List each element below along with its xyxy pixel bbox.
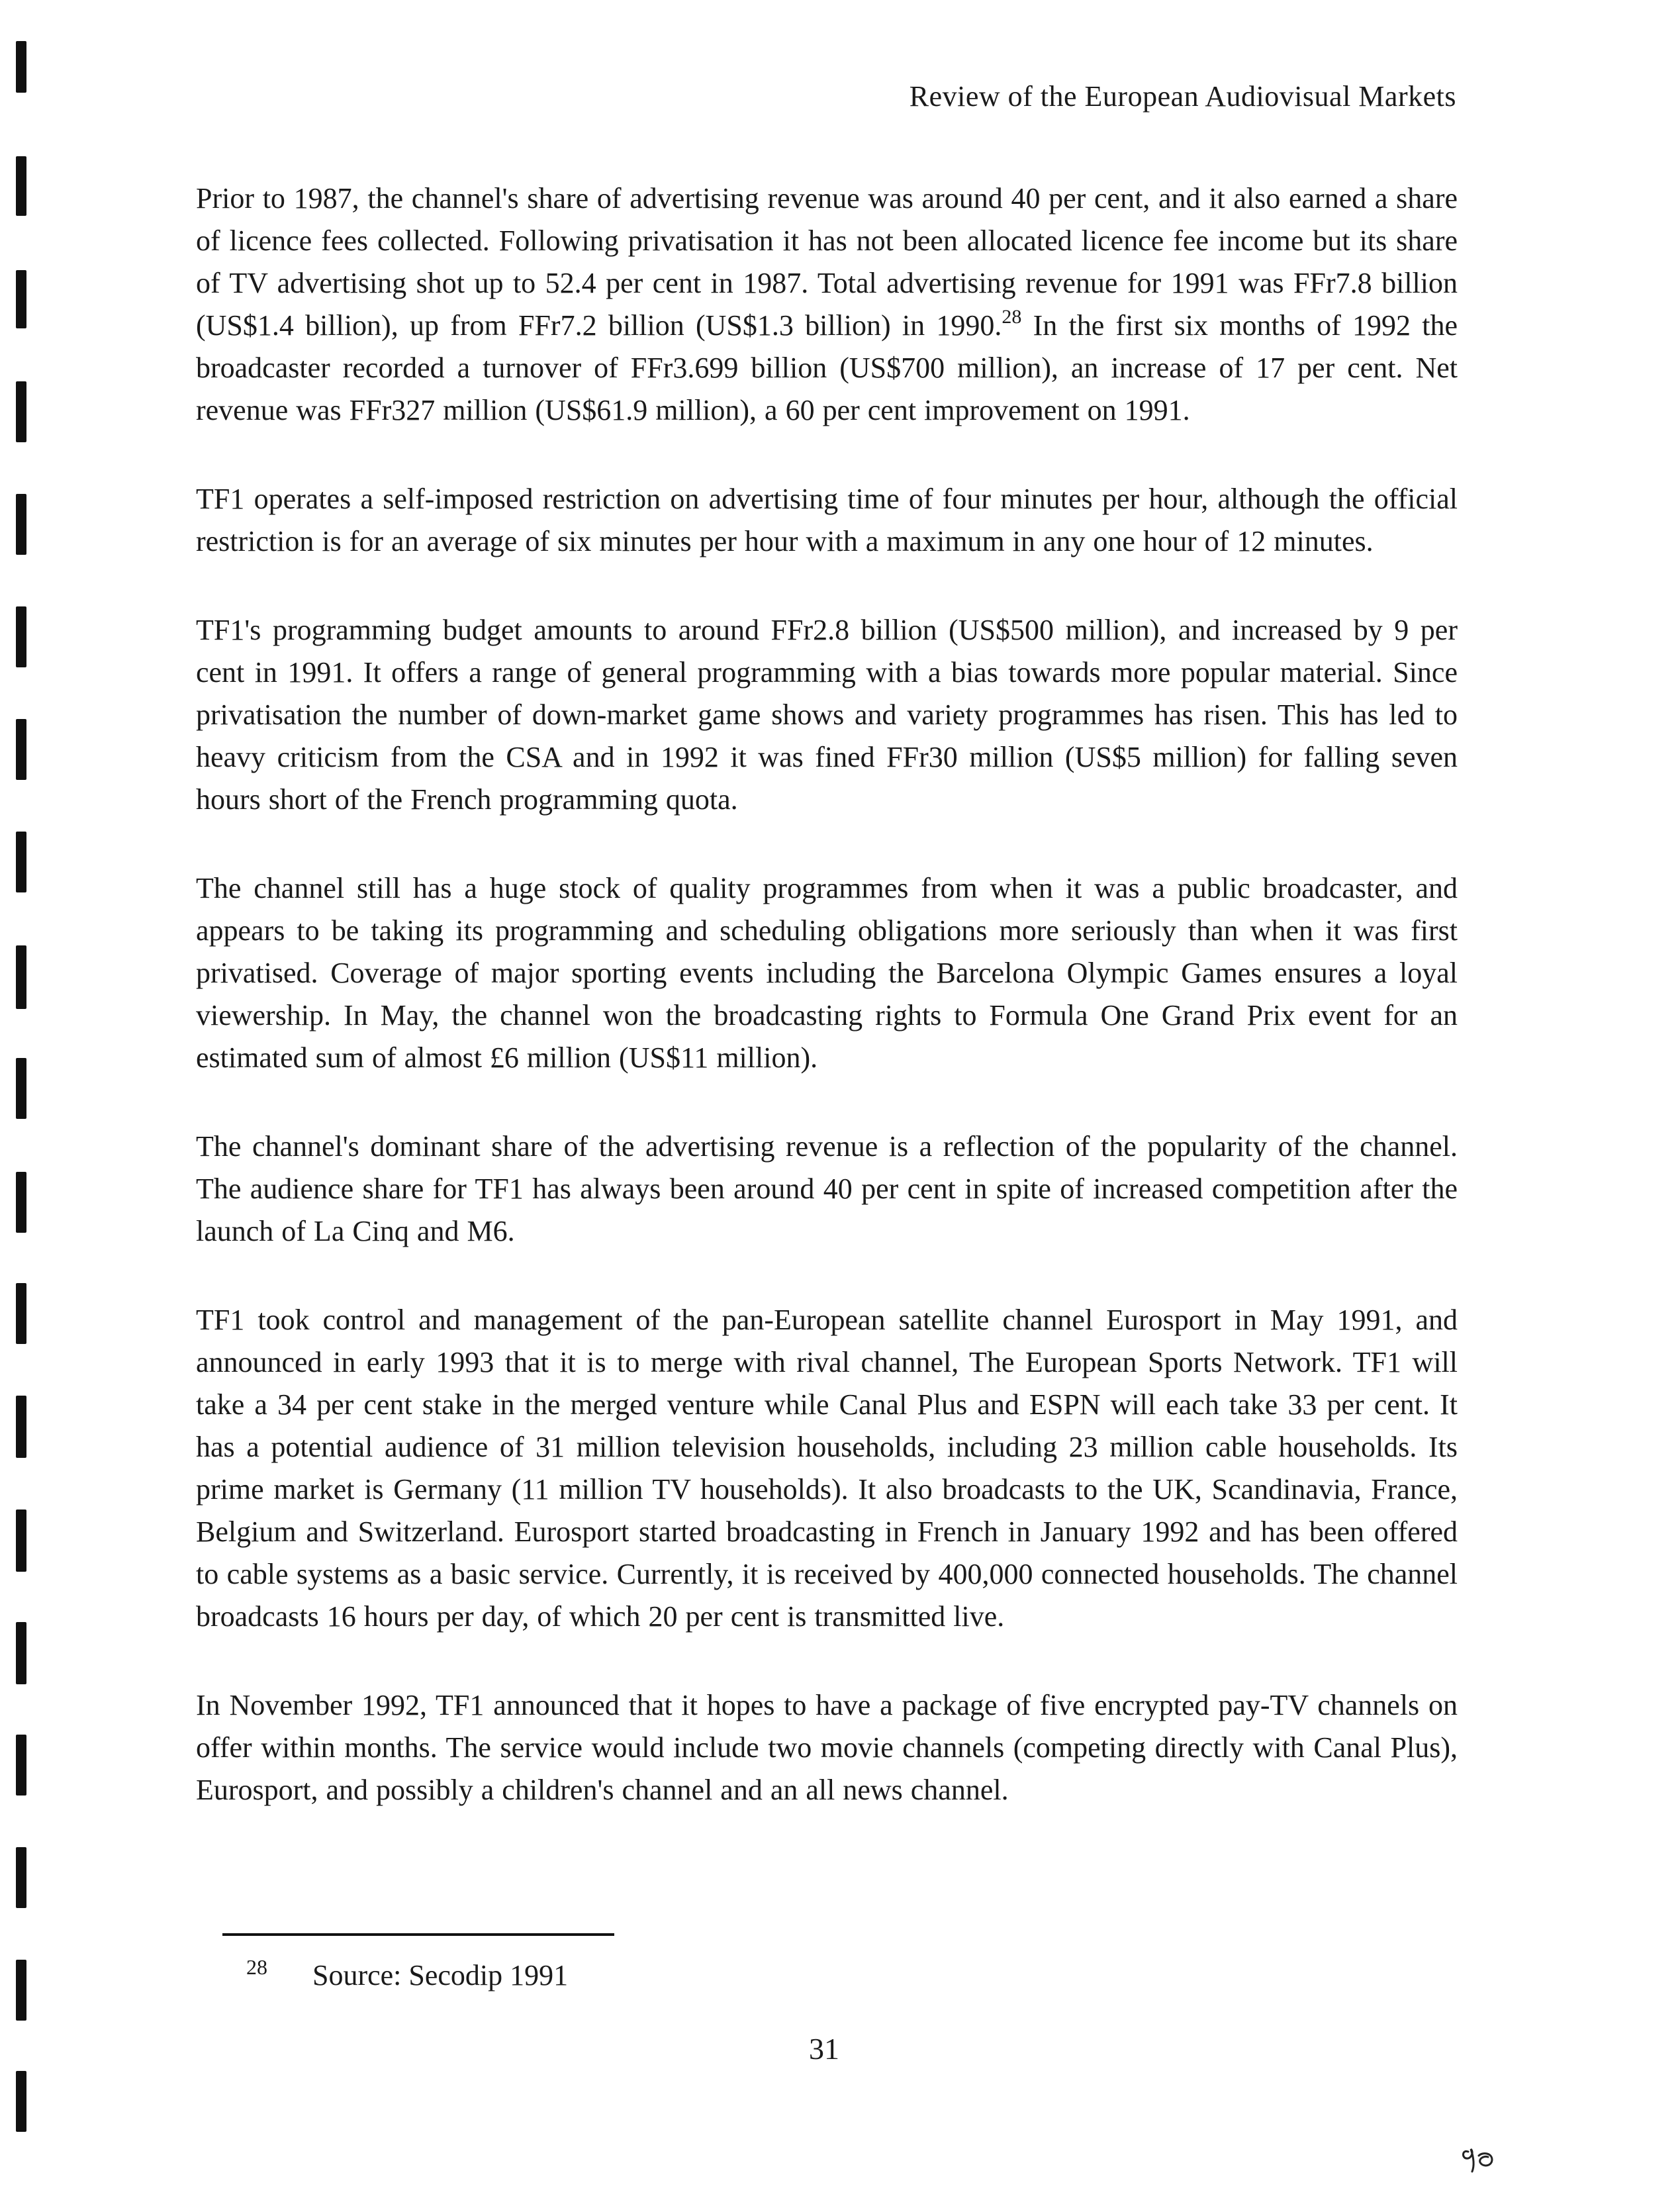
binder-mark (16, 719, 26, 780)
binder-mark (16, 1509, 26, 1572)
running-header: Review of the European Audiovisual Markets (909, 80, 1456, 113)
binder-mark (16, 1622, 26, 1684)
binder-mark (16, 1058, 26, 1119)
paragraph-programming-budget: TF1's programming budget amounts to around FFr2.8 billion (US$500 million), and increased by 9 per cent in 1991. It offers a range of general programming with a bias towards more popular material. Since privatisation the number of down-market game shows and variety programmes has risen. This has led to heavy criticism from the CSA and in 1992 it was fined FFr30 million (US$5 million) for falling seven hours short of the French programming quota. (196, 614, 1458, 816)
paragraph-audience-share: The channel's dominant share of the advertising revenue is a reflection of the popularity of the channel. The audience share for TF1 has always been around 40 per cent in spite of increased competition after the launch of La Cinq and M6. (196, 1130, 1458, 1247)
binder-mark (16, 606, 26, 667)
binder-mark (16, 41, 26, 93)
binder-mark (16, 1960, 26, 2021)
binder-mark (16, 270, 26, 328)
binder-mark (16, 1396, 26, 1458)
footnote-reference: 28 (1002, 306, 1022, 328)
binder-mark (16, 494, 26, 555)
binder-mark (16, 832, 26, 892)
paragraph-advertising-revenue (196, 177, 1458, 432)
footnote-text: Source: Secodip 1991 (312, 1959, 569, 1991)
binder-mark (16, 1735, 26, 1796)
binder-hole-marks (0, 0, 40, 2204)
binder-mark (16, 1172, 26, 1233)
body-text (196, 177, 1458, 1811)
paragraph-pay-tv: In November 1992, TF1 announced that it hopes to have a package of five encrypted pay-TV channels on offer within months. The service would include two movie channels (competing directly with Canal Plus), Eurosport, and possibly a children's channel and an all news channel. (196, 1689, 1458, 1806)
binder-mark (16, 945, 26, 1009)
page-number: 31 (809, 2032, 839, 2066)
paragraph-programme-stock: The channel still has a huge stock of quality programmes from when it was a public broadcaster, and appears to be taking its programming and scheduling obligations more seriously than when it was first privatised. Coverage of major sporting events including the Barcelona Olympic Games ensures a loyal viewership. In May, the channel won the broadcasting rights to Formula One Grand Prix event for an estimated sum of almost £6 million (US$11 million). (196, 872, 1458, 1074)
handwritten-mark-icon (1459, 2142, 1501, 2174)
binder-mark (16, 2071, 26, 2132)
binder-mark (16, 156, 26, 216)
binder-mark (16, 381, 26, 442)
footnote-number: 28 (246, 1955, 267, 1979)
paragraph-text: In the first six months of 1992 the broadcaster recorded a turnover of FFr3.699 billion (US$700 million), an increase of 17 per cent. Net revenue was FFr327 million (US$61.9 million), a 60 per cent improvement on 1991. (196, 309, 1458, 426)
paragraph-eurosport: TF1 took control and management of the pan-European satellite channel Eurosport in May 1991, and announced in early 1993 that it is to merge with rival channel, The European Sports Network. TF1 will take a 34 per cent stake in the merged venture while Canal Plus and ESPN will each take 33 per cent. It has a potential audience of 31 million television households, including 23 million cable households. Its prime market is Germany (11 million TV households). It also broadcasts to the UK, Scandinavia, France, Belgium and Switzerland. Eurosport started broadcasting in French in January 1992 and has been offered to cable systems as a basic service. Currently, it is received by 400,000 connected households. The channel broadcasts 16 hours per day, of which 20 per cent is transmitted live. (196, 1304, 1458, 1633)
footnote (246, 1955, 569, 1992)
paragraph-advertising-restriction: TF1 operates a self-imposed restriction on advertising time of four minutes per hour, although the official restriction is for an average of six minutes per hour with a maximum in any one hour of 12 minutes. (196, 483, 1458, 557)
paragraph-text: Prior to 1987, the channel's share of advertising revenue was around 40 per cent, and it also earned a share of licence fees collected. Following privatisation it has not been allocated licence fee income but its share of TV advertising shot up to 52.4 per cent in 1987. Total advertising revenue for 1991 was FFr7.8 billion (US$1.4 billion), up from FFr7.2 billion (US$1.3 billion) in 1990. (196, 182, 1458, 342)
footnote-divider (222, 1933, 614, 1936)
binder-mark (16, 1283, 26, 1344)
binder-mark (16, 1847, 26, 1908)
